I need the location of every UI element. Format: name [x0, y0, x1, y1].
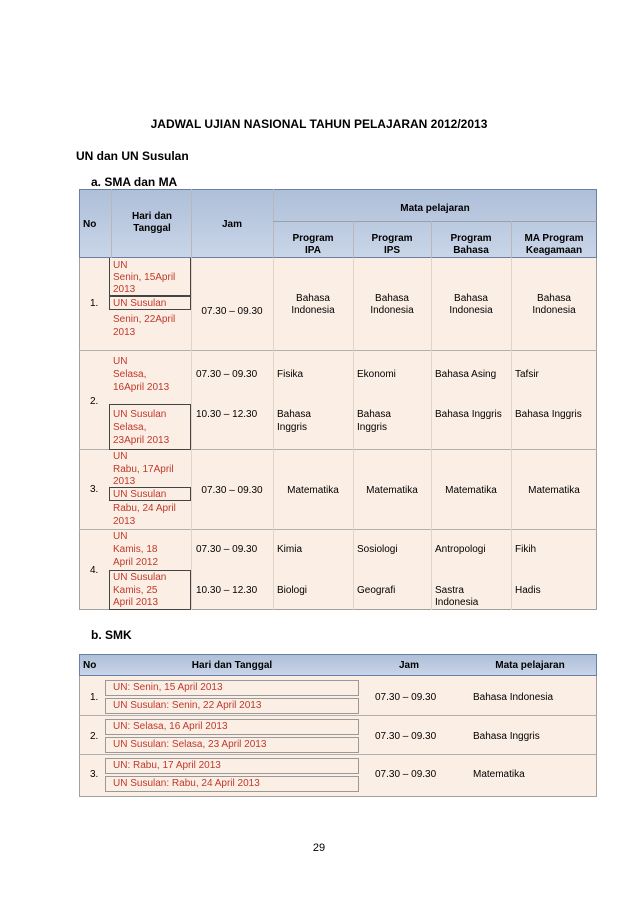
subject-bahasa: Indonesia	[449, 305, 493, 316]
susulan-label: UN Susulan	[113, 489, 167, 500]
subject-ipa: Fisika	[277, 369, 304, 380]
susulan-label: UN Susulan	[113, 572, 167, 583]
subject-bahasa: Bahasa Asing	[435, 369, 497, 380]
subject-ma: Fikih	[515, 544, 537, 555]
header-bahasa-2: Bahasa	[453, 245, 489, 256]
subject-bahasa: Indonesia	[435, 597, 479, 608]
susulan-year: 2013	[113, 516, 136, 527]
row-number: 2.	[90, 396, 99, 407]
subject-bahasa: Sastra	[435, 585, 464, 596]
jam: 07.30 – 09.30	[201, 485, 263, 496]
subject-ipa: Inggris	[277, 422, 308, 433]
subject-ma: Bahasa Inggris	[515, 409, 582, 420]
header-no: No	[83, 219, 97, 230]
row-divider	[79, 529, 597, 530]
un-date: Selasa,	[113, 369, 147, 380]
header-hari: Hari dan Tanggal	[191, 660, 273, 671]
header-mata-pelajaran: Mata pelajaran	[495, 660, 565, 671]
un-year: 2013	[113, 476, 136, 487]
subject-ips: Inggris	[357, 422, 388, 433]
row-number: 1.	[90, 298, 99, 309]
susulan-date: Rabu, 24 April	[113, 503, 176, 514]
un-label: UN	[113, 260, 128, 271]
un-year: 2013	[113, 284, 136, 295]
subject-ipa: Matematika	[287, 485, 339, 496]
subject-ips: Indonesia	[370, 305, 414, 316]
susulan-date: UN Susulan: Senin, 22 April 2013	[113, 700, 262, 711]
susulan-date: UN Susulan: Rabu, 24 April 2013	[113, 778, 260, 789]
susulan-date: Kamis, 25	[113, 585, 158, 596]
header-ipa-1: Program	[292, 233, 334, 244]
subject-ma: Hadis	[515, 585, 541, 596]
column-divider	[111, 189, 112, 258]
section-heading: UN dan UN Susulan	[76, 149, 189, 163]
subject-bahasa: Bahasa	[454, 293, 488, 304]
jam: 07.30 – 09.30	[375, 731, 437, 742]
un-label: UN	[113, 356, 128, 367]
row-number: 3.	[90, 769, 99, 780]
susulan-date: Selasa,	[113, 422, 147, 433]
subject-bahasa: Bahasa Inggris	[435, 409, 502, 420]
subject-ips: Ekonomi	[357, 369, 396, 380]
un-year: 16April 2013	[113, 382, 170, 393]
susulan-date: UN Susulan: Selasa, 23 April 2013	[113, 739, 267, 750]
header-hari-line1: Hari dan	[131, 211, 172, 222]
schedule-table-sma-ma	[79, 189, 597, 610]
mata-pelajaran: Bahasa Inggris	[473, 731, 540, 742]
mata-pelajaran: Bahasa Indonesia	[473, 692, 554, 703]
subject-ma: Matematika	[528, 485, 580, 496]
jam-1: 07.30 – 09.30	[196, 369, 258, 380]
un-label: UN	[113, 451, 128, 462]
header-divider	[273, 221, 597, 222]
row-number: 3.	[90, 484, 99, 495]
un-label: UN	[113, 531, 128, 542]
row-number: 1.	[90, 692, 99, 703]
header-ma-1: MA Program	[524, 233, 584, 244]
header-ma-2: Keagamaan	[525, 245, 583, 256]
schedule-table-smk	[79, 654, 597, 797]
header-hari-line2: Tanggal	[133, 223, 171, 234]
subject-bahasa: Antropologi	[435, 544, 486, 555]
jam-1: 07.30 – 09.30	[196, 544, 258, 555]
subject-ips: Sosiologi	[357, 544, 398, 555]
row-divider	[79, 754, 597, 755]
subject-ips: Bahasa	[357, 409, 391, 420]
un-date: Senin, 15April	[113, 272, 176, 283]
header-bahasa-1: Program	[450, 233, 492, 244]
susulan-year: April 2013	[113, 597, 159, 608]
subject-ips: Geografi	[357, 585, 396, 596]
un-date: UN: Rabu, 17 April 2013	[113, 760, 221, 771]
row-divider	[79, 350, 597, 351]
un-date: UN: Selasa, 16 April 2013	[113, 721, 228, 732]
susulan-label: UN Susulan	[113, 409, 167, 420]
page-title: JADWAL UJIAN NASIONAL TAHUN PELAJARAN 2012/2013	[150, 117, 488, 131]
un-year: April 2012	[113, 557, 159, 568]
header-no: No	[83, 660, 97, 671]
row-number: 4.	[90, 565, 99, 576]
subject-ipa: Biologi	[277, 585, 308, 596]
susulan-label: UN Susulan	[113, 298, 167, 309]
un-date: Rabu, 17April	[113, 464, 174, 475]
subject-ipa: Kimia	[277, 544, 303, 555]
subject-ipa: Bahasa	[277, 409, 311, 420]
un-date: Kamis, 18	[113, 544, 158, 555]
header-ips-1: Program	[371, 233, 413, 244]
mata-pelajaran: Matematika	[473, 769, 525, 780]
header-ips-2: IPS	[383, 245, 401, 256]
page-number: 29	[312, 842, 326, 854]
subject-bahasa: Matematika	[445, 485, 497, 496]
jam: 07.30 – 09.30	[375, 692, 437, 703]
header-ipa-2: IPA	[305, 245, 321, 256]
row-number: 2.	[90, 731, 99, 742]
header-jam: Jam	[398, 660, 419, 671]
jam: 07.30 – 09.30	[201, 306, 263, 317]
subject-ipa: Indonesia	[291, 305, 335, 316]
header-mata-pelajaran: Mata pelajaran	[400, 203, 470, 214]
subject-ips: Bahasa	[375, 293, 409, 304]
susulan-date: Senin, 22April	[113, 314, 176, 325]
subsection-heading-sma: a. SMA dan MA	[91, 175, 178, 189]
subject-ma: Indonesia	[532, 305, 576, 316]
subject-ma: Bahasa	[537, 293, 571, 304]
susulan-year: 23April 2013	[113, 435, 170, 446]
jam: 07.30 – 09.30	[375, 769, 437, 780]
jam-2: 10.30 – 12.30	[196, 409, 258, 420]
header-jam: Jam	[221, 219, 242, 230]
subject-ips: Matematika	[366, 485, 418, 496]
subject-ipa: Bahasa	[296, 293, 330, 304]
row-divider	[79, 715, 597, 716]
subsection-heading-smk: b. SMK	[91, 628, 132, 642]
un-date: UN: Senin, 15 April 2013	[113, 682, 223, 693]
subject-ma: Tafsir	[515, 369, 539, 380]
jam-2: 10.30 – 12.30	[196, 585, 258, 596]
susulan-year: 2013	[113, 327, 136, 338]
